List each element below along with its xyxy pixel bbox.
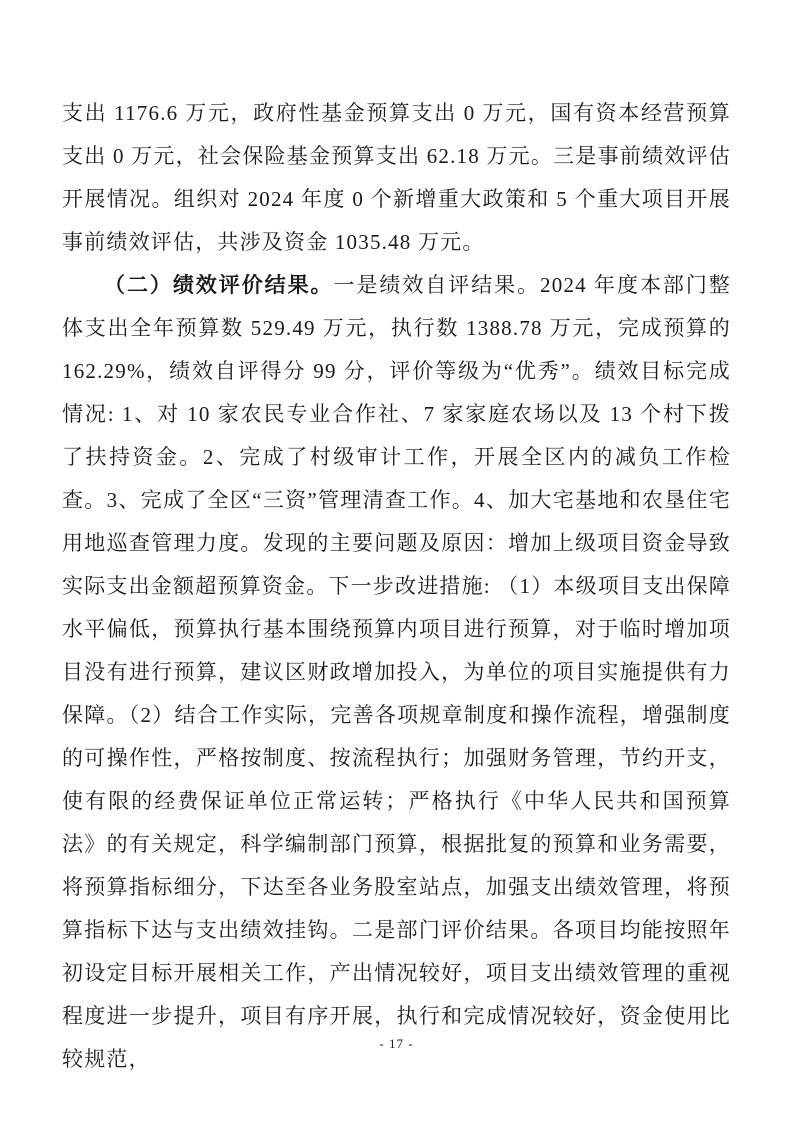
paragraph-budget-expenditure-continuation <box>62 92 731 264</box>
page-number: - 17 - <box>379 1036 414 1051</box>
body-text: 支出 1176.6 万元，政府性基金预算支出 0 万元，国有资本经营预算支出 0 万元，社会保险基金预算支出 62.18 万元。三是事前绩效评估开展情况。组织对 2024 年度 0 个新增重大政策和 5 个重大项目开展事前绩效评估，共涉及资金 1035.48 万元。 <box>62 101 731 254</box>
body-text: 一是绩效自评结果。2024 年度本部门整体支出全年预算数 529.49 万元，执行数 1388.78 万元，完成预算的 162.29%，绩效自评得分 99 分，评价等级为“优秀”。绩效目标完成情况: 1、对 10 家农民专业合作社、7 家家庭农场以及 13 个村下拨了扶持资金。2、完成了村级审计工作，开展全区内的减负工作检查。3、完成了全区“三资”管理清查工作。4、加大宅基地和农垦住宅用地巡查管理力度。发现的主要问题及原因：增加上级项目资金导致实际支出金额超预算资金。下一步改进措施: （1）本级项目支出保障水平偏低，预算执行基本围绕预算内项目进行预算，对于临时增加项目没有进行预算，建议区财政增加投入，为单位的项目实施提供有力保障。（2）结合工作实际，完善各项规章制度和操作流程，增强制度的可操作性，严格按制度、按流程执行；加强财务管理，节约开支，使有限的经费保证单位正常运转；严格执行《中华人民共和国预算法》的有关规定，科学编制部门预算，根据批复的预算和业务需要，将预算指标细分，下达至各业务股室站点，加强支出绩效管理，将预算指标下达与支出绩效挂钩。二是部门评价结果。各项目均能按照年初设定目标开展相关工作，产出情况较好，项目支出绩效管理的重视程度进一步提升，项目有序开展，执行和完成情况较好，资金使用比较规范， <box>62 273 731 1071</box>
paragraph-performance-evaluation-results <box>62 264 731 1081</box>
section-heading: （二）绩效评价结果。 <box>104 273 334 297</box>
document-body <box>62 92 731 1081</box>
